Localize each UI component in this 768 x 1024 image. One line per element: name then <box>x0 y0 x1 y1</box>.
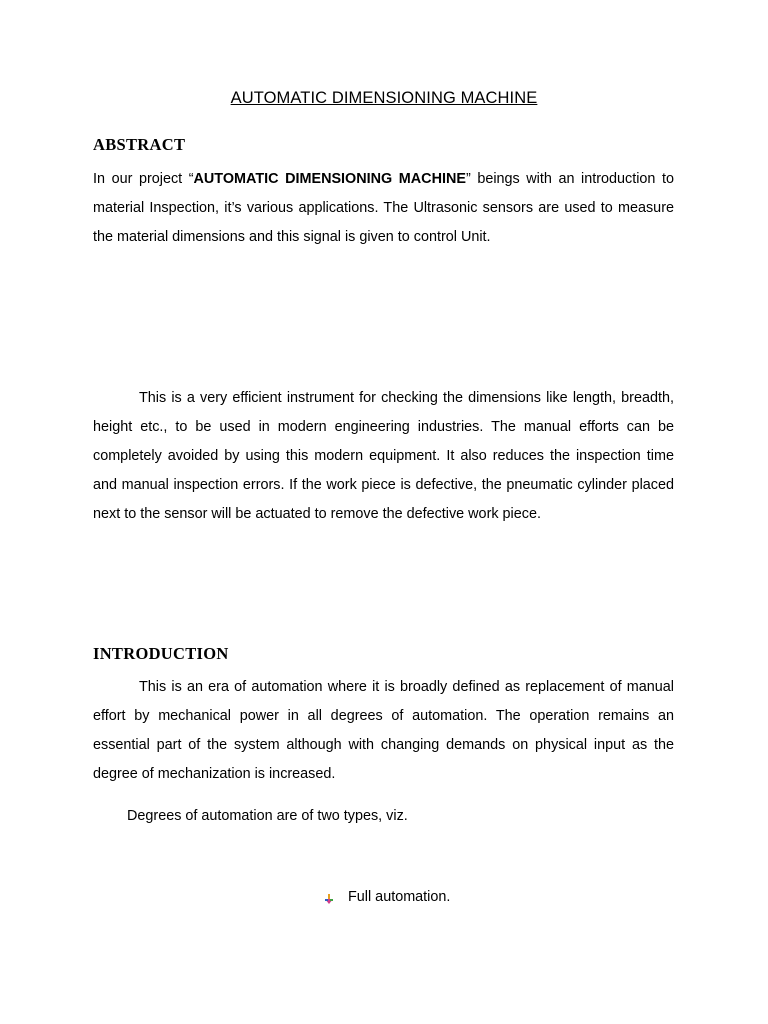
document-title: AUTOMATIC DIMENSIONING MACHINE <box>230 89 538 107</box>
arrow-bullet-icon <box>323 891 335 903</box>
abstract-paragraph-2: This is a very efficient instrument for checking the dimensions like length, breadth, height etc., to be used in modern engineering industries. The manual efforts can be completely avoided by using this modern equipment. It also reduces the inspection time and manual inspection errors. If the work piece is defective, the pneumatic cylinder placed next to the sensor will be actuated to remove the defective work piece. <box>93 390 674 522</box>
bullet-label: Full automation. <box>348 889 451 905</box>
abstract-paragraph-1 <box>93 165 674 252</box>
introduction-paragraph-1: This is an era of automation where it is broadly defined as replacement of manual effort by mechanical power in all degrees of automation. The operation remains an essential part of the system although with changing demands on physical input as the degree of mechanization is increased. <box>93 679 674 782</box>
abstract-p1-rest: ” beings with an introduction to material Inspection, it’s various applications. The Ultrasonic sensors are used to measure the material dimensions and this signal is given to control Unit. <box>93 171 675 245</box>
abstract-p1-lead: In our project “ <box>93 171 194 187</box>
bullet-item <box>323 887 450 907</box>
automation-degrees-text: Degrees of automation are of two types, viz. <box>127 808 408 824</box>
project-name-bold: AUTOMATIC DIMENSIONING MACHINE <box>193 171 466 187</box>
introduction-heading: INTRODUCTION <box>93 644 229 663</box>
abstract-heading: ABSTRACT <box>93 135 186 154</box>
